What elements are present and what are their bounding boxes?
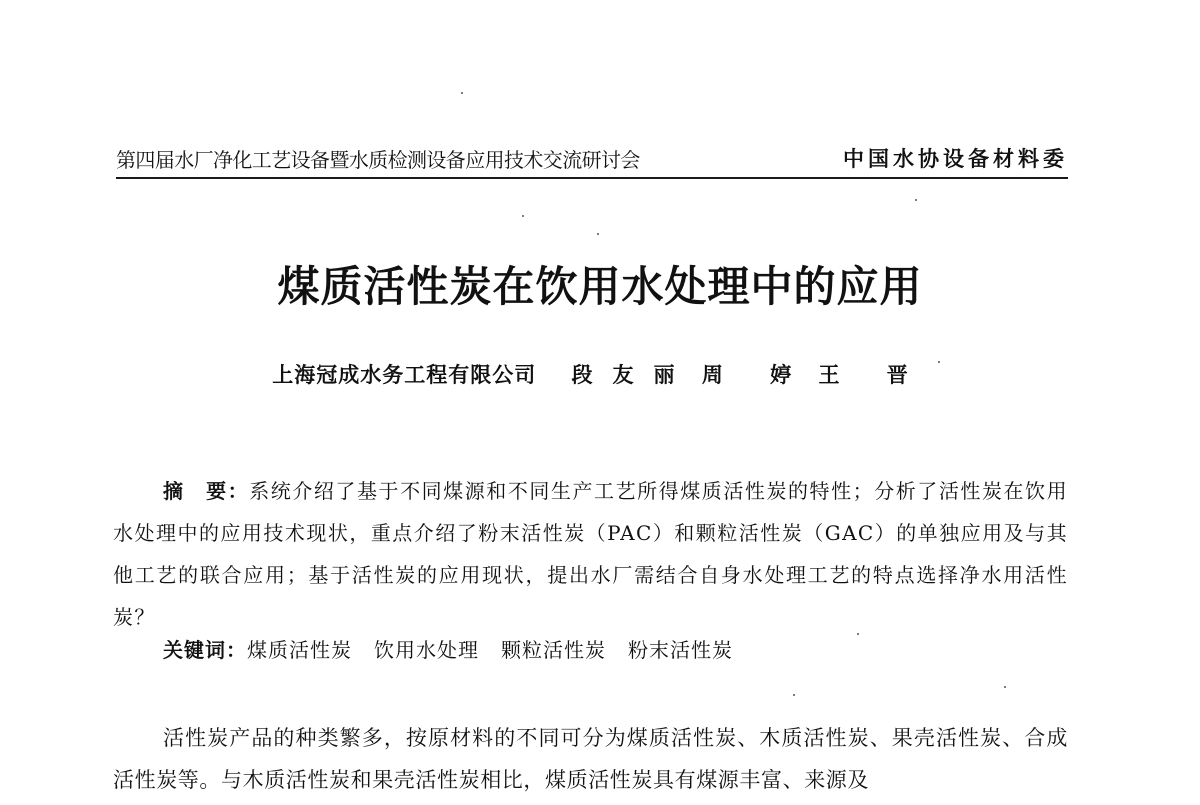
scan-speck [522,215,524,217]
keyword-item: 颗粒活性炭 [501,638,606,662]
scan-speck [597,233,599,235]
keyword-item: 饮用水处理 [374,638,479,662]
keywords [163,634,755,663]
conference-name: 第四届水厂净化工艺设备暨水质检测设备应用技术交流研讨会 [116,148,640,172]
abstract [113,470,1068,638]
abstract-text: 系统介绍了基于不同煤源和不同生产工艺所得煤质活性炭的特性；分析了活性炭在饮用水处理中的应用技术现状，重点介绍了粉末活性炭（PAC）和颗粒活性炭（GAC）的单独应用及与其他工艺的联合应用；基于活性炭的应用现状，提出水厂需结合自身水处理工艺的特点选择净水用活性炭？ [113,479,1069,629]
scan-speck [915,199,917,201]
scan-speck [857,633,859,635]
author-name-1: 段友丽 [571,362,695,387]
body-paragraph [113,717,1068,801]
scan-speck [793,694,795,696]
author-line [0,359,1200,389]
keyword-item: 煤质活性炭 [247,638,352,662]
running-header [116,143,1068,179]
paper-title: 煤质活性炭在饮用水处理中的应用 [277,262,923,311]
author-name-2: 周 婷 [701,362,812,387]
scan-speck [1004,686,1006,688]
scan-speck [461,92,463,94]
keywords-label: 关键词： [163,638,247,662]
organization-name: 中国水协设备材料委 [843,147,1068,171]
abstract-label: 摘 要： [163,479,250,503]
author-affiliation: 上海冠成水务工程有限公司 [272,362,537,387]
keyword-item: 粉末活性炭 [628,638,733,662]
author-name-3: 王 晋 [818,362,928,387]
body-paragraph-text: 活性炭产品的种类繁多，按原材料的不同可分为煤质活性炭、木质活性炭、果壳活性炭、合成活性炭等。与木质活性炭和果壳活性炭相比，煤质活性炭具有煤源丰富、来源及 [113,726,1068,792]
scan-speck [938,361,940,363]
